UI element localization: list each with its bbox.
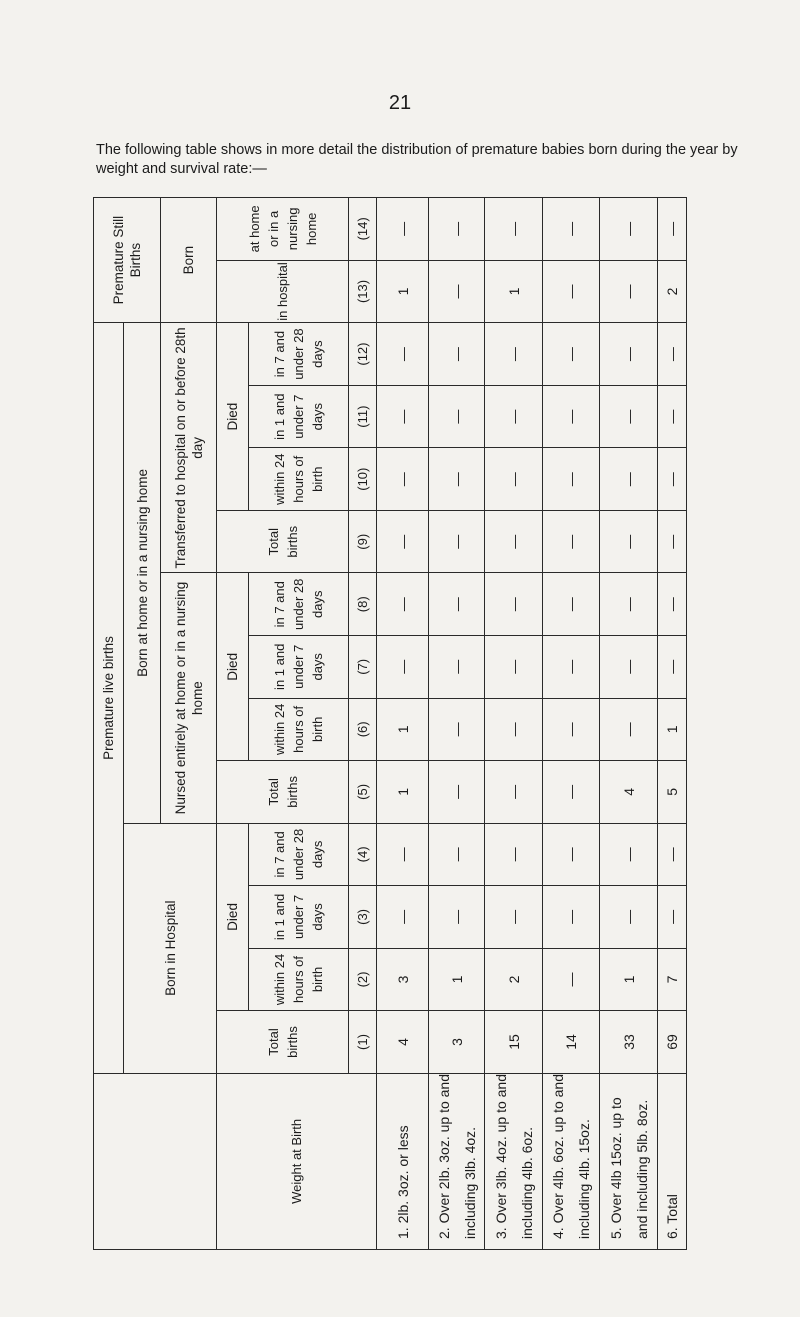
- table-cell: —: [543, 948, 600, 1011]
- table-cell: —: [600, 385, 658, 448]
- table-cell: —: [658, 323, 687, 386]
- table-cell: 14: [543, 1011, 600, 1074]
- table-cell: —: [658, 385, 687, 448]
- table-cell: —: [658, 573, 687, 636]
- table-cell: 3: [377, 948, 429, 1011]
- transferred-header: Transferred to hospital on or before 28th day: [161, 323, 217, 573]
- column-number: (5): [349, 761, 377, 824]
- table-cell: —: [429, 636, 485, 699]
- intro-paragraph: The following table shows in more detail the distribution of premature babies born during the year by weight and survival rate:—: [96, 142, 738, 177]
- table-cell: —: [485, 448, 543, 511]
- table-cell: —: [485, 761, 543, 824]
- one-to-7-days-header: in 1 and under 7 days: [249, 385, 349, 448]
- one-to-7-days-header: in 1 and under 7 days: [249, 886, 349, 949]
- column-number: (4): [349, 823, 377, 886]
- within-24-hours-header: within 24 hours of birth: [249, 448, 349, 511]
- premature-births-table: [93, 197, 686, 1250]
- table-cell: —: [377, 323, 429, 386]
- table-cell: —: [485, 510, 543, 573]
- table-cell: —: [600, 198, 658, 261]
- table-cell: 2: [658, 260, 687, 323]
- one-to-7-days-header: in 1 and under 7 days: [249, 636, 349, 699]
- total-births-header: Total births: [217, 510, 349, 573]
- table-cell: —: [658, 823, 687, 886]
- table-cell: —: [377, 636, 429, 699]
- table-cell: —: [429, 385, 485, 448]
- table-cell: —: [658, 886, 687, 949]
- total-births-header: Total births: [217, 761, 349, 824]
- table-cell: —: [543, 636, 600, 699]
- table-cell: —: [485, 573, 543, 636]
- table-cell: —: [429, 198, 485, 261]
- table-cell: —: [429, 698, 485, 761]
- table-cell: —: [429, 448, 485, 511]
- table-cell: 1: [658, 698, 687, 761]
- table-cell: 33: [600, 1011, 658, 1074]
- table-cell: 1: [600, 948, 658, 1011]
- column-number: (11): [349, 385, 377, 448]
- table-cell: —: [429, 573, 485, 636]
- table-cell: —: [485, 636, 543, 699]
- table-cell: 5: [658, 761, 687, 824]
- column-number: (10): [349, 448, 377, 511]
- table-row: [658, 198, 687, 1250]
- table-cell: —: [600, 510, 658, 573]
- at-home-header: at home or in a nursing home: [217, 198, 349, 261]
- seven-to-28-days-header: in 7 and under 28 days: [249, 573, 349, 636]
- born-header: Born: [161, 198, 217, 323]
- table-row: [429, 198, 485, 1250]
- within-24-hours-header: within 24 hours of birth: [249, 948, 349, 1011]
- table-cell: —: [485, 823, 543, 886]
- weight-row-label: 3. Over 3lb. 4oz. up to and including 4lb. 6oz.: [485, 1073, 543, 1249]
- died-header: Died: [217, 823, 249, 1011]
- table-row: [543, 198, 600, 1250]
- table-cell: —: [377, 823, 429, 886]
- column-number: (3): [349, 886, 377, 949]
- column-number: (12): [349, 323, 377, 386]
- table-cell: 2: [485, 948, 543, 1011]
- table-cell: —: [658, 198, 687, 261]
- table-cell: 69: [658, 1011, 687, 1074]
- table-cell: —: [543, 198, 600, 261]
- died-header: Died: [217, 573, 249, 761]
- table-cell: 7: [658, 948, 687, 1011]
- table-cell: 4: [600, 761, 658, 824]
- table-cell: —: [600, 573, 658, 636]
- table-cell: —: [485, 385, 543, 448]
- seven-to-28-days-header: in 7 and under 28 days: [249, 323, 349, 386]
- table-cell: 1: [485, 260, 543, 323]
- table-cell: —: [543, 510, 600, 573]
- born-home-header: Born at home or in a nursing home: [124, 323, 161, 823]
- table-cell: 15: [485, 1011, 543, 1074]
- table-cell: —: [600, 448, 658, 511]
- table-cell: —: [377, 510, 429, 573]
- column-number: (1): [349, 1011, 377, 1074]
- column-number: (2): [349, 948, 377, 1011]
- weight-row-label: 5. Over 4lb 15oz. up to and including 5lb. 8oz.: [600, 1073, 658, 1249]
- weight-at-birth-label: Weight at Birth: [217, 1073, 377, 1249]
- table-cell: —: [485, 886, 543, 949]
- table-cell: —: [429, 886, 485, 949]
- table-cell: —: [429, 260, 485, 323]
- table-cell: —: [543, 573, 600, 636]
- weight-header: [94, 1073, 217, 1249]
- table-cell: —: [429, 323, 485, 386]
- column-number: (8): [349, 573, 377, 636]
- table-cell: —: [485, 698, 543, 761]
- table-cell: —: [600, 823, 658, 886]
- seven-to-28-days-header: in 7 and under 28 days: [249, 823, 349, 886]
- within-24-hours-header: within 24 hours of birth: [249, 698, 349, 761]
- table-cell: —: [600, 260, 658, 323]
- stillbirths-header: Premature Still Births: [94, 198, 161, 323]
- table-cell: 3: [429, 1011, 485, 1074]
- in-hospital-header: in hospital: [217, 260, 349, 323]
- column-number: (14): [349, 198, 377, 261]
- table-cell: 1: [377, 698, 429, 761]
- column-number: (6): [349, 698, 377, 761]
- table-row: [485, 198, 543, 1250]
- table-cell: 1: [377, 260, 429, 323]
- nursed-home-header: Nursed entirely at home or in a nursing home: [161, 573, 217, 823]
- table-cell: —: [485, 323, 543, 386]
- column-number: (13): [349, 260, 377, 323]
- weight-row-label: 6. Total: [658, 1073, 687, 1249]
- table-cell: —: [429, 823, 485, 886]
- weight-row-label: 1. 2lb. 3oz. or less: [377, 1073, 429, 1249]
- table-cell: —: [429, 510, 485, 573]
- table-cell: —: [543, 448, 600, 511]
- table-cell: —: [543, 823, 600, 886]
- weight-row-label: 4. Over 4lb. 6oz. up to and including 4lb. 15oz.: [543, 1073, 600, 1249]
- table-cell: —: [600, 323, 658, 386]
- table-cell: —: [600, 698, 658, 761]
- total-births-header: Total births: [217, 1011, 349, 1074]
- table-cell: —: [377, 886, 429, 949]
- died-header: Died: [217, 323, 249, 511]
- premature-live-header: Premature live births: [94, 323, 124, 1074]
- weight-row-label: 2. Over 2lb. 3oz. up to and including 3lb. 4oz.: [429, 1073, 485, 1249]
- table-cell: —: [543, 323, 600, 386]
- table-cell: —: [658, 636, 687, 699]
- table-row: [600, 198, 658, 1250]
- table-cell: —: [543, 698, 600, 761]
- page-number: 21: [388, 92, 412, 114]
- born-hospital-header: Born in Hospital: [124, 823, 217, 1073]
- table-cell: —: [658, 510, 687, 573]
- table-cell: —: [377, 385, 429, 448]
- table-cell: —: [543, 385, 600, 448]
- table-cell: —: [377, 448, 429, 511]
- table-row: [377, 198, 429, 1250]
- column-number: (9): [349, 510, 377, 573]
- table-cell: —: [543, 260, 600, 323]
- table-cell: —: [485, 198, 543, 261]
- table-cell: —: [600, 636, 658, 699]
- table-cell: —: [377, 573, 429, 636]
- table-cell: 1: [429, 948, 485, 1011]
- table-cell: 1: [377, 761, 429, 824]
- column-number: (7): [349, 636, 377, 699]
- table-cell: —: [377, 198, 429, 261]
- table-cell: 4: [377, 1011, 429, 1074]
- table-cell: —: [658, 448, 687, 511]
- table-cell: —: [543, 886, 600, 949]
- table-cell: —: [429, 761, 485, 824]
- table-cell: —: [543, 761, 600, 824]
- table-cell: —: [600, 886, 658, 949]
